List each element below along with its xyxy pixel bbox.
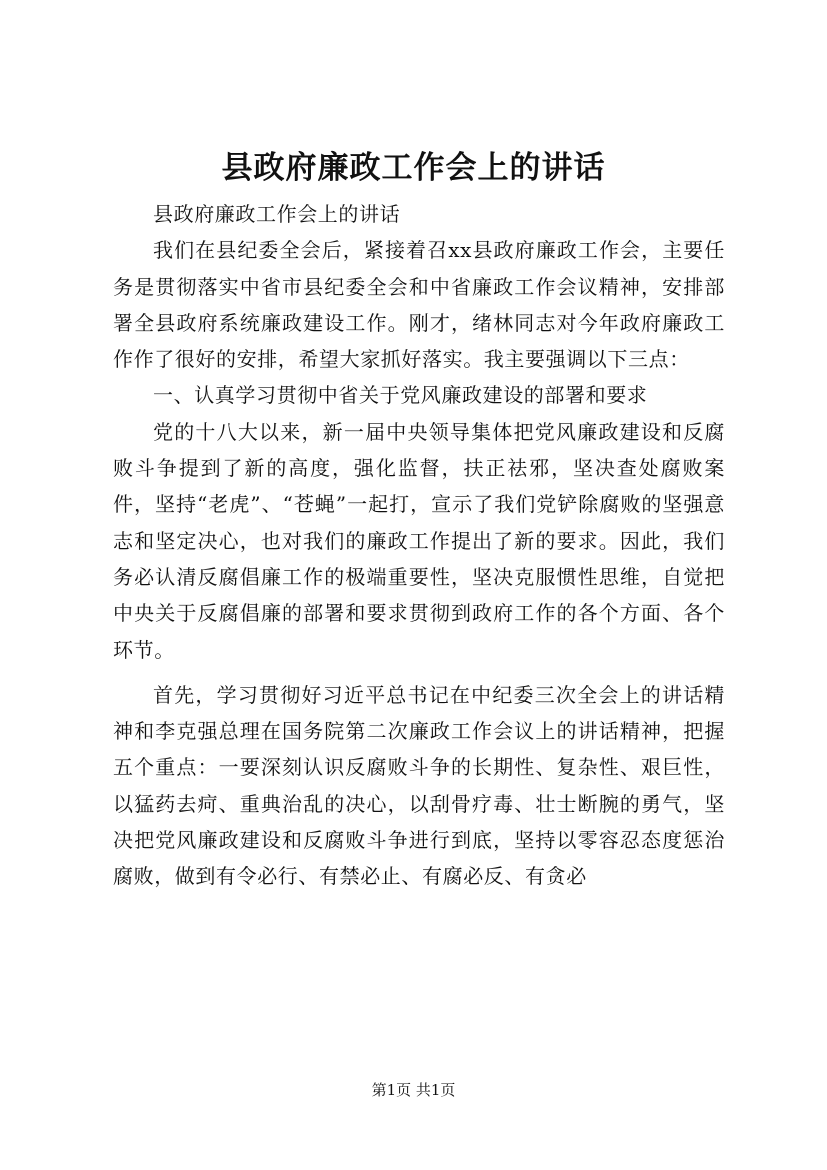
paragraph-section-1: 党的十八大以来，新一届中央领导集体把党风廉政建设和反腐败斗争提到了新的高度，强化监督，扶正祛邪，坚决查处腐败案件，坚持“老虎”、“苍蝇”一起打，宣示了我们党铲除腐败的坚强意志和坚定决心，也对我们的廉政工作提出了新的要求。因此，我们务必认清反腐倡廉工作的极端重要性，坚决克服惯性思维，自觉把中央关于反腐倡廉的部署和要求贯彻到政府工作的各个方面、各个环节。 bbox=[113, 419, 725, 662]
section-heading-1: 一、认真学习贯彻中省关于党风廉政建设的部署和要求 bbox=[153, 383, 648, 408]
document-body bbox=[113, 196, 725, 895]
paragraph-intro: 我们在县纪委全会后，紧接着召xx县政府廉政工作会，主要任务是贯彻落实中省市县纪委全会和中省廉政工作会议精神，安排部署全县政府系统廉政建设工作。刚才，绪林同志对今年政府廉政工作作了很好的安排，希望大家抓好落实。我主要强调以下三点： bbox=[113, 238, 725, 372]
page-number-footer: 第1页 共1页 bbox=[371, 1081, 456, 1099]
paragraph-subtitle: 县政府廉政工作会上的讲话 bbox=[153, 202, 401, 226]
paragraph-first-point: 首先，学习贯彻好习近平总书记在中纪委三次全会上的讲话精神和李克强总理在国务院第二次廉政工作会议上的讲话精神，把握五个重点：一要深刻认识反腐败斗争的长期性、复杂性、艰巨性，以猛药去疴、重典治乱的决心，以刮骨疗毒、壮士断腕的勇气，坚决把党风廉政建设和反腐败斗争进行到底，坚持以零容忍态度惩治腐败，做到有令必行、有禁必止、有腐必反、有贪必 bbox=[113, 682, 725, 889]
document-title: 县政府廉政工作会上的讲话 bbox=[221, 150, 606, 186]
